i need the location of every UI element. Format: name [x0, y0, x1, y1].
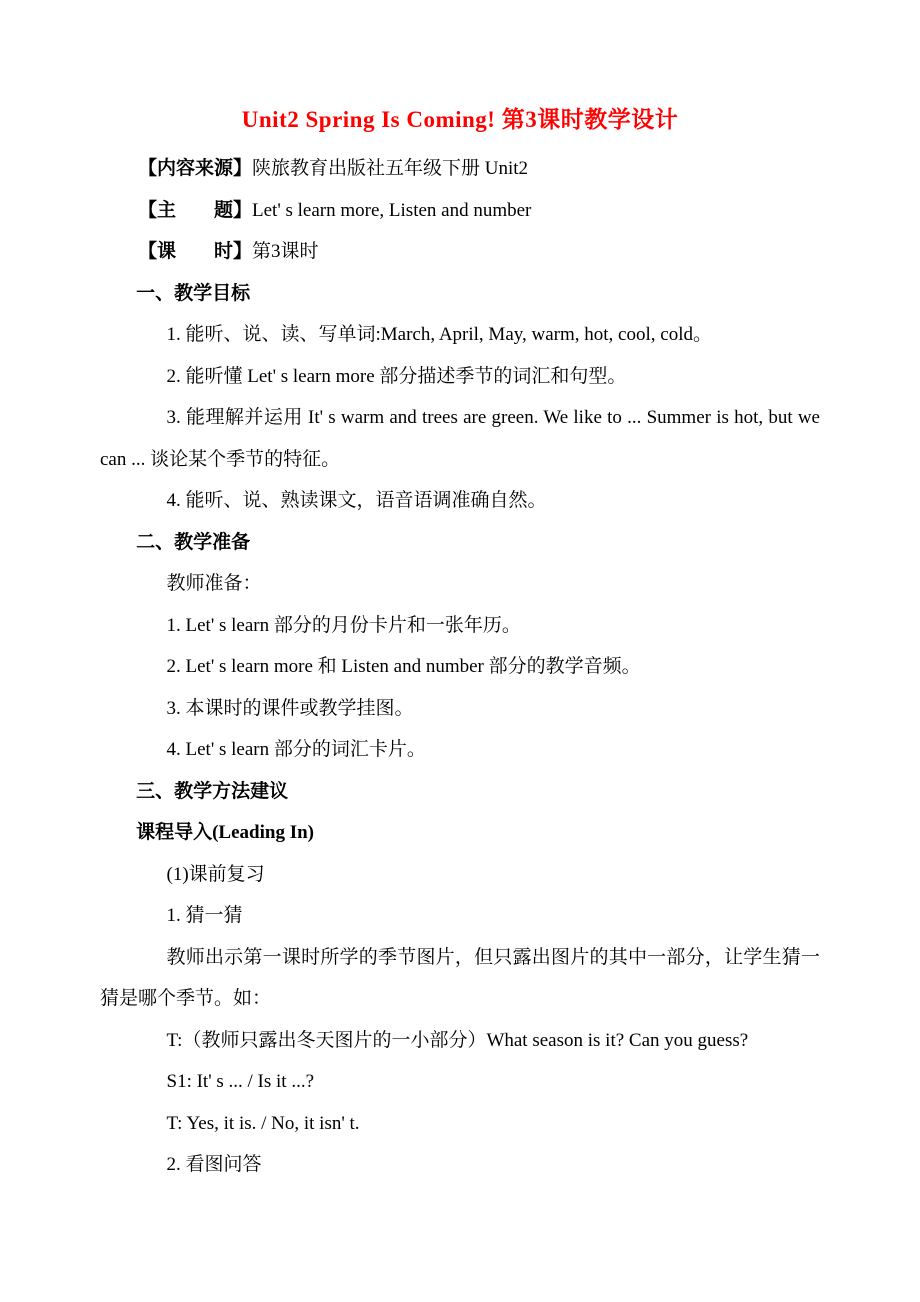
meta-period-label: 【课 时】 — [138, 241, 253, 262]
lead-in-heading: 课程导入(Leading In) — [136, 822, 314, 843]
meta-source-text: 陕旅教育出版社五年级下册 Unit2 — [252, 158, 529, 179]
preparation-item: 2. Let' s learn more 和 Listen and number 部分的教学音频。 — [166, 656, 641, 677]
meta-topic-label: 【主 题】 — [138, 199, 253, 221]
preparation-intro: 教师准备： — [166, 573, 262, 594]
objective-item: 1. 能听、说、读、写单词:March, April, May, warm, hot, cool, cold。 — [166, 324, 712, 345]
meta-period — [100, 231, 820, 273]
preparation-item: 1. Let' s learn 部分的月份卡片和一张年历。 — [166, 614, 521, 636]
preparation-item: 3. 本课时的课件或教学挂图。 — [166, 697, 414, 719]
meta-topic-text: Let' s learn more, Listen and number — [252, 199, 532, 221]
method-paragraph: 1. 猜一猜 — [166, 905, 243, 926]
section-heading-preparation: 二、教学准备 — [136, 531, 251, 553]
preparation-item: 4. Let' s learn 部分的词汇卡片。 — [166, 739, 426, 760]
objective-item: 4. 能听、说、熟读课文，语音语调准确自然。 — [166, 490, 547, 511]
method-paragraph: 2. 看图问答 — [166, 1154, 262, 1175]
section-heading-method: 三、教学方法建议 — [136, 780, 289, 802]
method-paragraph: 教师出示第一课时所学的季节图片，但只露出图片的其中一部分，让学生猜一猜是哪个季节。如： — [100, 946, 820, 1009]
meta-topic — [100, 190, 820, 232]
meta-source-label: 【内容来源】 — [138, 158, 253, 179]
objective-item: 2. 能听懂 Let' s learn more 部分描述季节的词汇和句型。 — [166, 365, 627, 387]
meta-source — [100, 148, 820, 190]
objective-item: 3. 能理解并运用 It' s warm and trees are green. We like to ... Summer is hot, but we can ... 谈论某个季节的特征。 — [100, 407, 820, 470]
method-paragraph: T:（教师只露出冬天图片的一小部分）What season is it? Can you guess? — [166, 1029, 749, 1051]
method-paragraph: S1: It' s ... / Is it ...? — [166, 1071, 315, 1092]
meta-period-text: 第3课时 — [252, 241, 319, 262]
document-title: Unit2 Spring Is Coming! 第3课时教学设计 — [241, 107, 679, 132]
section-heading-objectives: 一、教学目标 — [136, 282, 251, 304]
method-paragraph: (1)课前复习 — [166, 863, 265, 885]
method-paragraph: T: Yes, it is. / No, it isn' t. — [166, 1112, 360, 1134]
